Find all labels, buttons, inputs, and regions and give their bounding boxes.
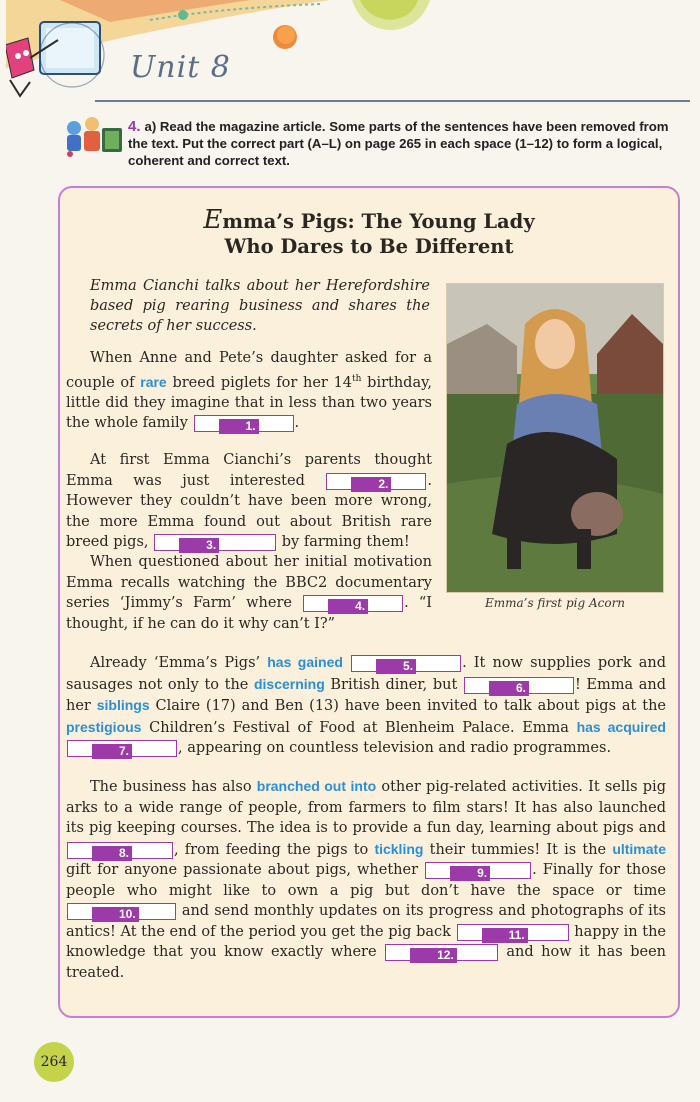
highlight-has-gained: has gained [267, 654, 343, 670]
p3-text-a: When questioned about her initial motivation Emma recalls watching the BBC2 documentary series ‘Jimmy’s Farm’ where [66, 554, 432, 611]
paragraph-4 [66, 652, 666, 759]
gap-number: 11. [482, 928, 528, 943]
task-number: 4. [128, 118, 141, 135]
p2-text-b: . However they couldn’t have been more wrong, the more Emma found out about British rare breed pigs, [66, 472, 432, 550]
p5-text-d: their tummies! It is the [423, 841, 613, 858]
p5-text-e: gift for anyone passionate about pigs, whether [66, 862, 425, 878]
answer-gap-4[interactable] [303, 595, 403, 612]
photo-caption: Emma’s first pig Acorn [484, 596, 626, 610]
p1-text-a: When Anne and Pete’s daughter asked for a couple of [66, 350, 432, 391]
gap-number: 5. [376, 659, 416, 674]
highlight-branched-out-into: branched out into [256, 778, 377, 794]
gap-number: 2. [351, 477, 391, 492]
gap-number: 9. [450, 866, 490, 881]
gap-number: 4. [328, 599, 368, 614]
p4-text-b: . It now supplies pork and sausages not only to the [66, 655, 666, 693]
title-line-1: mma’s Pigs: The Young Lady [222, 210, 535, 233]
p2-text-a: At first Emma Cianchi’s parents thought Emma was just interested [66, 452, 432, 489]
gap-number: 6. [489, 681, 529, 696]
highlight-ultimate: ultimate [612, 840, 666, 857]
p4-text-a: Already ‘Emma’s Pigs’ [90, 655, 268, 671]
paragraph-2 [66, 450, 432, 553]
p4-text-d: ! Emma and her [66, 676, 666, 714]
header-rule [95, 100, 690, 102]
task-text: a) Read the magazine article. Some parts of the sentences have been removed from the text. Put the correct part (A–L) on page 265 in each space (1–12) to form a logical, coherent and correct text. [128, 119, 669, 168]
gap-number: 7. [92, 744, 132, 759]
p5-text-g: and send monthly updates on its progress and photographs of its antics! At the end of the period you get the pig back [66, 903, 666, 940]
highlight-has-acquired: has acquired [576, 718, 666, 735]
unit-title: Unit 8 [130, 50, 231, 85]
article-photo [446, 283, 664, 593]
p2-text-c: by farming them! [277, 534, 410, 550]
p4-text-e: Claire (17) and Ben (13) have been invited to talk about pigs at the [149, 698, 666, 714]
p1-text-d: . [294, 415, 300, 432]
p4-text-g: , appearing on countless television and radio programmes. [178, 740, 612, 756]
p5-text-f: . Finally for those people who might like to own a pig but don’t have the space or time [66, 862, 666, 899]
gap-number: 1. [219, 419, 259, 434]
p5-text-a: The business has also [90, 779, 257, 795]
answer-gap-11[interactable] [457, 924, 569, 941]
highlight-discerning: discerning [253, 675, 325, 692]
answer-gap-6[interactable] [464, 677, 574, 694]
answer-gap-3[interactable] [154, 534, 276, 551]
article-intro: Emma Cianchi talks about her Herefordshire based pig rearing business and shares the secrets of her success. [90, 278, 430, 334]
p1-text-c: birthday, little did they imagine that in less than two years the whole family [66, 374, 432, 432]
title-line-2: Who Dares to Be Different [224, 235, 514, 258]
task-instruction [128, 118, 680, 169]
article-title [0, 205, 700, 259]
p5-text-h: happy in the knowledge that you know exactly where [66, 923, 666, 960]
answer-gap-2[interactable] [326, 473, 426, 490]
title-initial: E [203, 205, 223, 235]
p5-text-b: other pig-related activities. It sells pig arks to a wide range of people, from farmers to film stars! It has also launched its pig keeping courses. The idea is to provide a fun day, learning about pigs and [66, 779, 666, 836]
highlight-tickling: tickling [374, 840, 424, 857]
paragraph-1 [66, 348, 432, 434]
answer-gap-7[interactable] [67, 740, 177, 757]
answer-gap-8[interactable] [67, 842, 173, 859]
answer-gap-5[interactable] [351, 655, 461, 672]
gap-number: 10. [92, 907, 139, 922]
p3-text-b: . “I thought, if he can do it why can’t I?” [66, 595, 432, 632]
p5-text-i: and how it has been treated. [66, 944, 666, 981]
highlight-prestigious: prestigious [66, 718, 142, 735]
answer-gap-1[interactable] [194, 415, 294, 432]
p1-superscript: th [352, 373, 362, 384]
p1-text-b: breed piglets for her 14 [166, 374, 353, 391]
p4-text-f: Children’s Festival of Food at Blenheim Palace. Emma [141, 719, 577, 736]
header-decoration [0, 0, 700, 110]
gap-number: 8. [92, 846, 132, 861]
page-number: 264 [34, 1042, 74, 1082]
paragraph-5 [66, 776, 666, 983]
answer-gap-10[interactable] [67, 903, 176, 920]
answer-gap-12[interactable] [385, 944, 498, 961]
highlight-siblings: siblings [96, 697, 150, 713]
p4-text-c: British diner, but [324, 676, 463, 693]
highlight-rare: rare [140, 373, 167, 390]
gap-number: 12. [410, 948, 457, 963]
answer-gap-9[interactable] [425, 862, 531, 879]
paragraph-3 [66, 552, 432, 634]
gap-number: 3. [179, 538, 219, 553]
p5-text-c: , from feeding the pigs to [174, 841, 375, 858]
students-icon [62, 114, 130, 158]
